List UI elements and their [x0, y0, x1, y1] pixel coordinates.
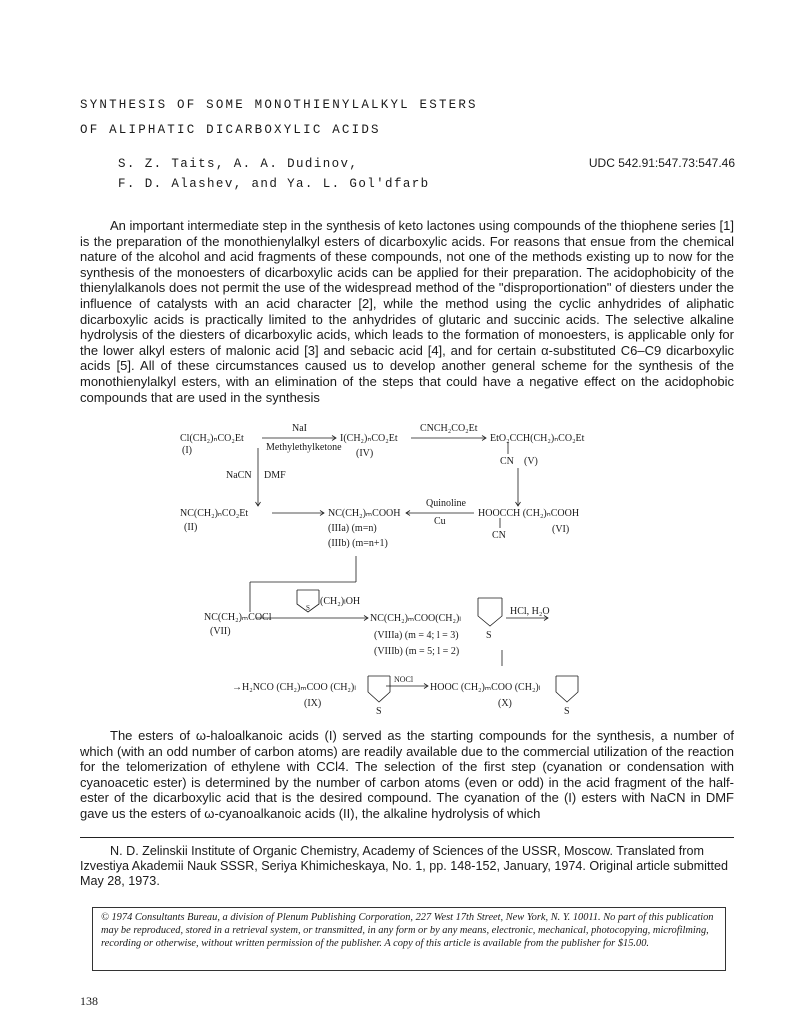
- compound-VIII-s: S: [486, 630, 492, 641]
- page-number: 138: [80, 994, 98, 1008]
- compound-IX-s: S: [376, 706, 382, 717]
- compound-II-id: (II): [184, 522, 198, 533]
- reagent-hcl-water: HCl, H₂O: [510, 606, 550, 617]
- reaction-scheme: [180, 420, 610, 726]
- compound-VII-id: (VII): [210, 626, 231, 637]
- copyright-box: [92, 907, 726, 971]
- paragraph-1: An important intermediate step in the synthesis of keto lactones using compounds of the thiophene series [1] is the preparation of the monothienylalkyl esters of dicarboxylic acids. For reasons that ensue from the chemical nature of the alcohol and acid fragments of these compounds, not one of the methods existing up to now for the synthesis of the monoesters of dicarboxylic acids can be applied for their preparation. The acidophobicity of the thienylalkanols does not permit the use of the widespread method of the "disproportionation" of diesters under the influence of catalysts with an acid character [2], while the method using the cyclic anhydrides of aliphatic dicarboxylic acids is practically limited to the anhydrides of glutaric and succinic acids. The selective alkaline hydrolysis of the diesters of dicarboxylic acids, which leads to the formation of monoesters, is applicable only for the lower alkyl esters of malonic acid [3] and sebacic acid [4], and for certain α-substituted C6–C9 dicarboxylic acids [5]. All of these circumstances caused us to develop another general scheme for the synthesis of the monothienylalkyl esters, with an elimination of the steps that could have a negative effect on the acidophobic compounds that are used in the synthesis: [80, 218, 734, 405]
- affiliation-footnote: [80, 844, 734, 889]
- reagent-cyanoacetic-ester: CNCH₂CO₂Et: [420, 423, 478, 434]
- authors-line1: S. Z. Taits, A. A. Dudinov,: [118, 157, 359, 171]
- paragraph-2: The esters of ω-haloalkanoic acids (I) served as the starting compounds for the synthesis, a number of which (with an odd number of carbon atoms) are readily available due to the commercial utilization of the reaction for the telomerization of ethylene with CCl4. The selection of the first step (cyanation or condensation with cyanoacetic ester) is determined by the number of carbon atoms (even or odd) in the acid fragment of the half-ester of the dicarboxylic acid that is the desired compound. The cyanation of the (I) esters with NaCN in DMF gave us the esters of ω-cyanoalkanoic acids (II), the alkaline hydrolysis of which: [80, 728, 734, 821]
- compound-VIII: NC(CH₂)ₘCOO(CH₂)ₗ: [370, 613, 461, 624]
- compound-VI: HOOCCH (CH₂)ₙCOOH: [478, 508, 580, 519]
- compound-VI-id: (VI): [552, 524, 570, 535]
- reagent-quinoline: Quinoline: [426, 498, 466, 509]
- intro-paragraph: [80, 218, 734, 405]
- reagent-nai: NaI: [292, 423, 307, 434]
- compound-V-cn: CN: [500, 456, 514, 467]
- reagent-alcohol: (CH₂)ₗOH: [320, 596, 361, 607]
- compound-III: NC(CH₂)ₘCOOH: [328, 508, 401, 519]
- udc-code: UDC 542.91:547.73:547.46: [588, 156, 735, 170]
- body-paragraph: [80, 728, 734, 822]
- reagent-dmf: DMF: [264, 470, 286, 481]
- compound-VIIIb: (VIIIb) (m = 5; l = 2): [374, 646, 460, 657]
- authors-line2: F. D. Alashev, and Ya. L. Gol'dfarb: [118, 177, 430, 191]
- compound-I: Cl(CH₂)ₙCO₂Et: [180, 433, 244, 444]
- compound-IIIb: (IIIb) (m=n+1): [328, 538, 388, 549]
- compound-IIIa: (IIIa) (m=n): [328, 523, 377, 534]
- compound-VIIIa: (VIIIa) (m = 4; l = 3): [374, 630, 459, 641]
- article-title-line1: SYNTHESIS OF SOME MONOTHIENYLALKYL ESTERS: [80, 98, 478, 112]
- compound-X-s: S: [564, 706, 570, 717]
- reagent-nacn: NaCN: [226, 470, 252, 481]
- reagent-methylethylketone: Methylethylketone: [266, 442, 342, 453]
- compound-VI-cn: CN: [492, 530, 506, 541]
- affiliation-text: N. D. Zelinskii Institute of Organic Chemistry, Academy of Sciences of the USSR, Moscow. Translated from Izvestiya Akademii Nauk SSSR, Seriya Khimicheskaya, No. 1, pp. 148-152, January, 1974. Original article submitted May 28, 1973.: [80, 844, 728, 888]
- reagent-nocl: NOCl: [394, 675, 414, 684]
- footnote-divider: [80, 837, 734, 838]
- compound-V-id: (V): [524, 456, 538, 467]
- compound-V: EtO₂CCH(CH₂)ₙCO₂Et: [490, 433, 585, 444]
- authors: [118, 154, 430, 194]
- compound-IX-id: (IX): [304, 698, 322, 709]
- compound-IX: →H₂NCO (CH₂)ₘCOO (CH₂)ₗ: [232, 682, 356, 693]
- copyright-text: © 1974 Consultants Bureau, a division of Plenum Publishing Corporation, 227 West 17th Street, New York, N. Y. 10011. No part of this publication may be reproduced, stored in a retrieval system, or transmitted, in any form or by any means, electronic, mechanical, photocopying, microfilming, recording or otherwise, without written permission of the publisher. A copy of this article is available from the publisher for $15.00.: [101, 912, 714, 949]
- compound-X: HOOC (CH₂)ₘCOO (CH₂)ₗ: [430, 682, 541, 693]
- compound-II: NC(CH₂)ₙCO₂Et: [180, 508, 249, 519]
- compound-I-id: (I): [182, 445, 192, 456]
- compound-VII: NC(CH₂)ₘCOCl: [204, 612, 272, 623]
- reagent-cu: Cu: [434, 516, 446, 527]
- compound-IV: I(CH₂)ₙCO₂Et: [340, 433, 398, 444]
- compound-IV-id: (IV): [356, 448, 374, 459]
- reagent-thiophene-s: S: [306, 604, 310, 612]
- compound-X-id: (X): [498, 698, 512, 709]
- article-title-line2: OF ALIPHATIC DICARBOXYLIC ACIDS: [80, 123, 381, 137]
